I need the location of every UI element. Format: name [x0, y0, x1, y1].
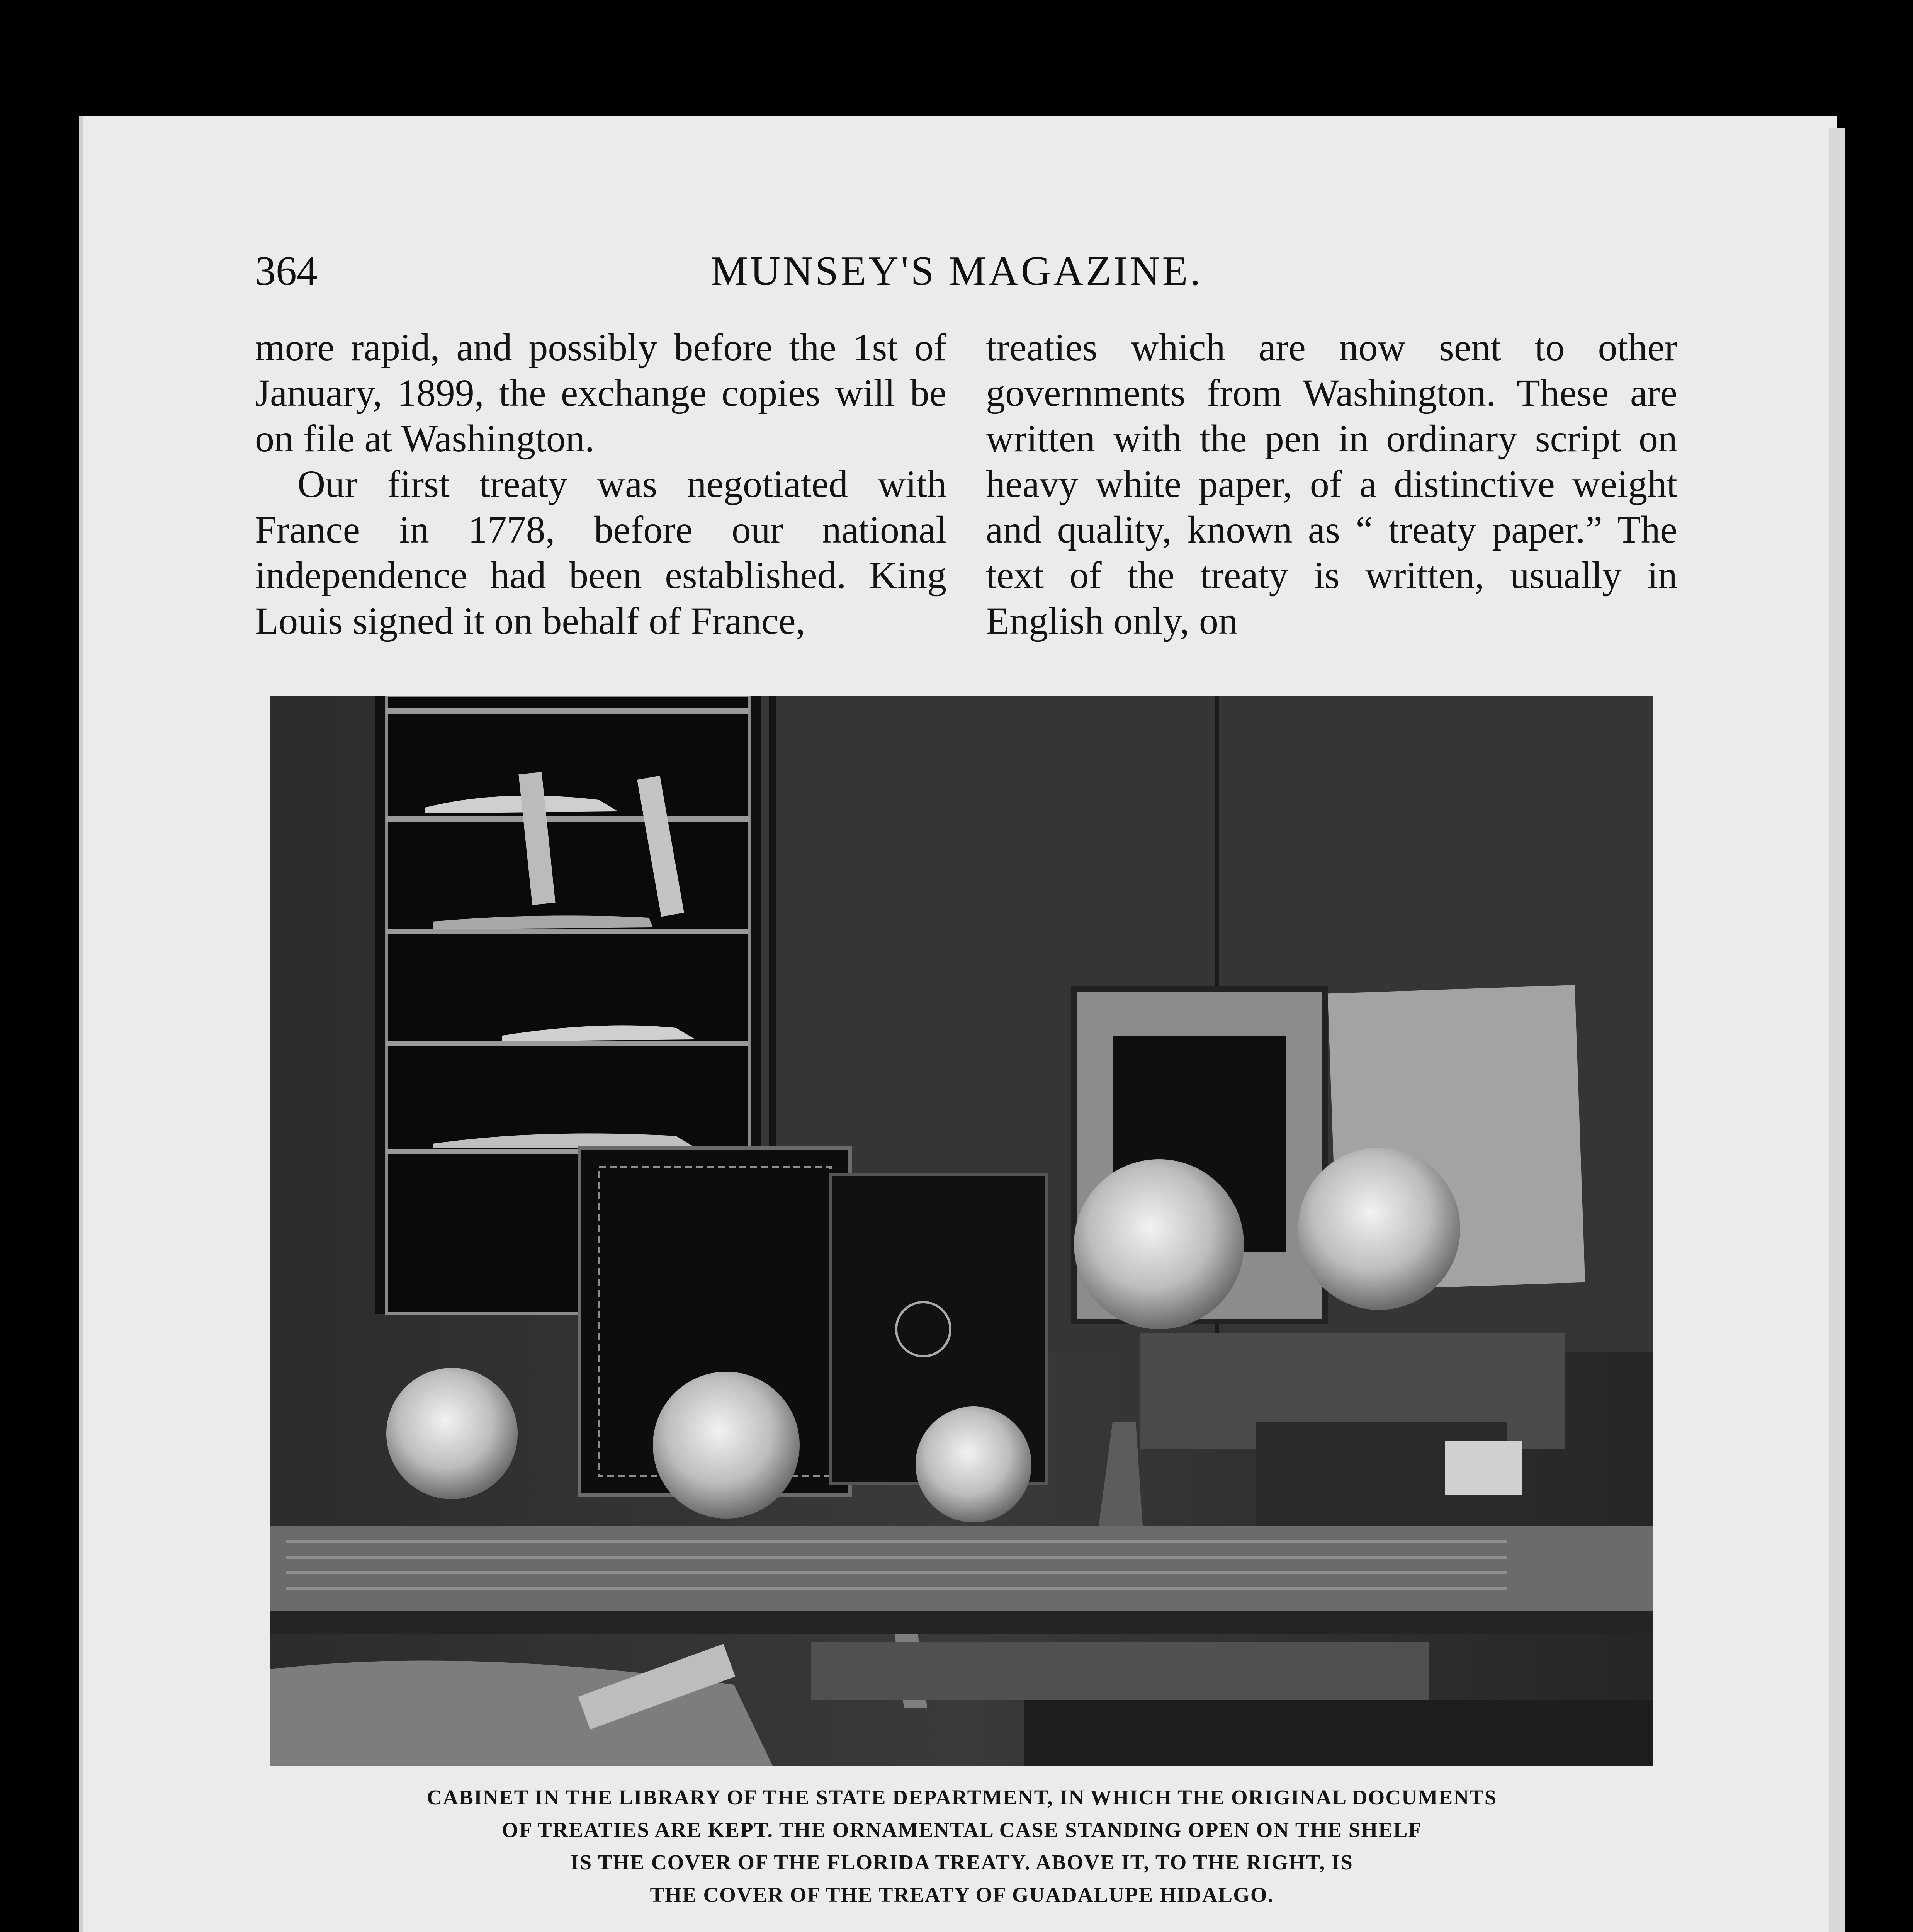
page-edge [1829, 128, 1845, 1932]
cabinet-illustration [270, 696, 1653, 1766]
page-header [0, 247, 1913, 301]
page-number: 364 [255, 248, 318, 294]
caption-line: CABINET IN THE LIBRARY OF THE STATE DEPARTMENT, IN WHICH THE ORIGINAL DOCUMENTS [426, 1786, 1497, 1809]
caption-line: OF TREATIES ARE KEPT. THE ORNAMENTAL CASE STANDING OPEN ON THE SHELF [501, 1818, 1422, 1842]
caption-line: THE COVER OF THE TREATY OF GUADALUPE HIDALGO. [650, 1883, 1274, 1906]
paragraph: treaties which are now sent to other governments from Washington. These are written with the pen in ordinary script on heavy white paper, of a distinctive weight and quality, known as “ treaty paper.” The text of the treaty is written, usually in English only, on [986, 326, 1677, 642]
paragraph: Our first treaty was negotiated with France in 1778, before our national independence had been established. King Louis signed it on behalf of France, [255, 463, 946, 642]
running-title: MUNSEY'S MAGAZINE. [711, 248, 1203, 294]
paragraph: more rapid, and possibly before the 1st of January, 1899, the exchange copies will be on file at Washington. [255, 326, 946, 460]
photo-caption [270, 1781, 1653, 1911]
caption-line: IS THE COVER OF THE FLORIDA TREATY. ABOVE IT, TO THE RIGHT, IS [571, 1850, 1353, 1874]
cabinet-photograph [270, 696, 1653, 1766]
text-column-top-right [986, 325, 1677, 644]
text-column-top-left [255, 325, 946, 644]
